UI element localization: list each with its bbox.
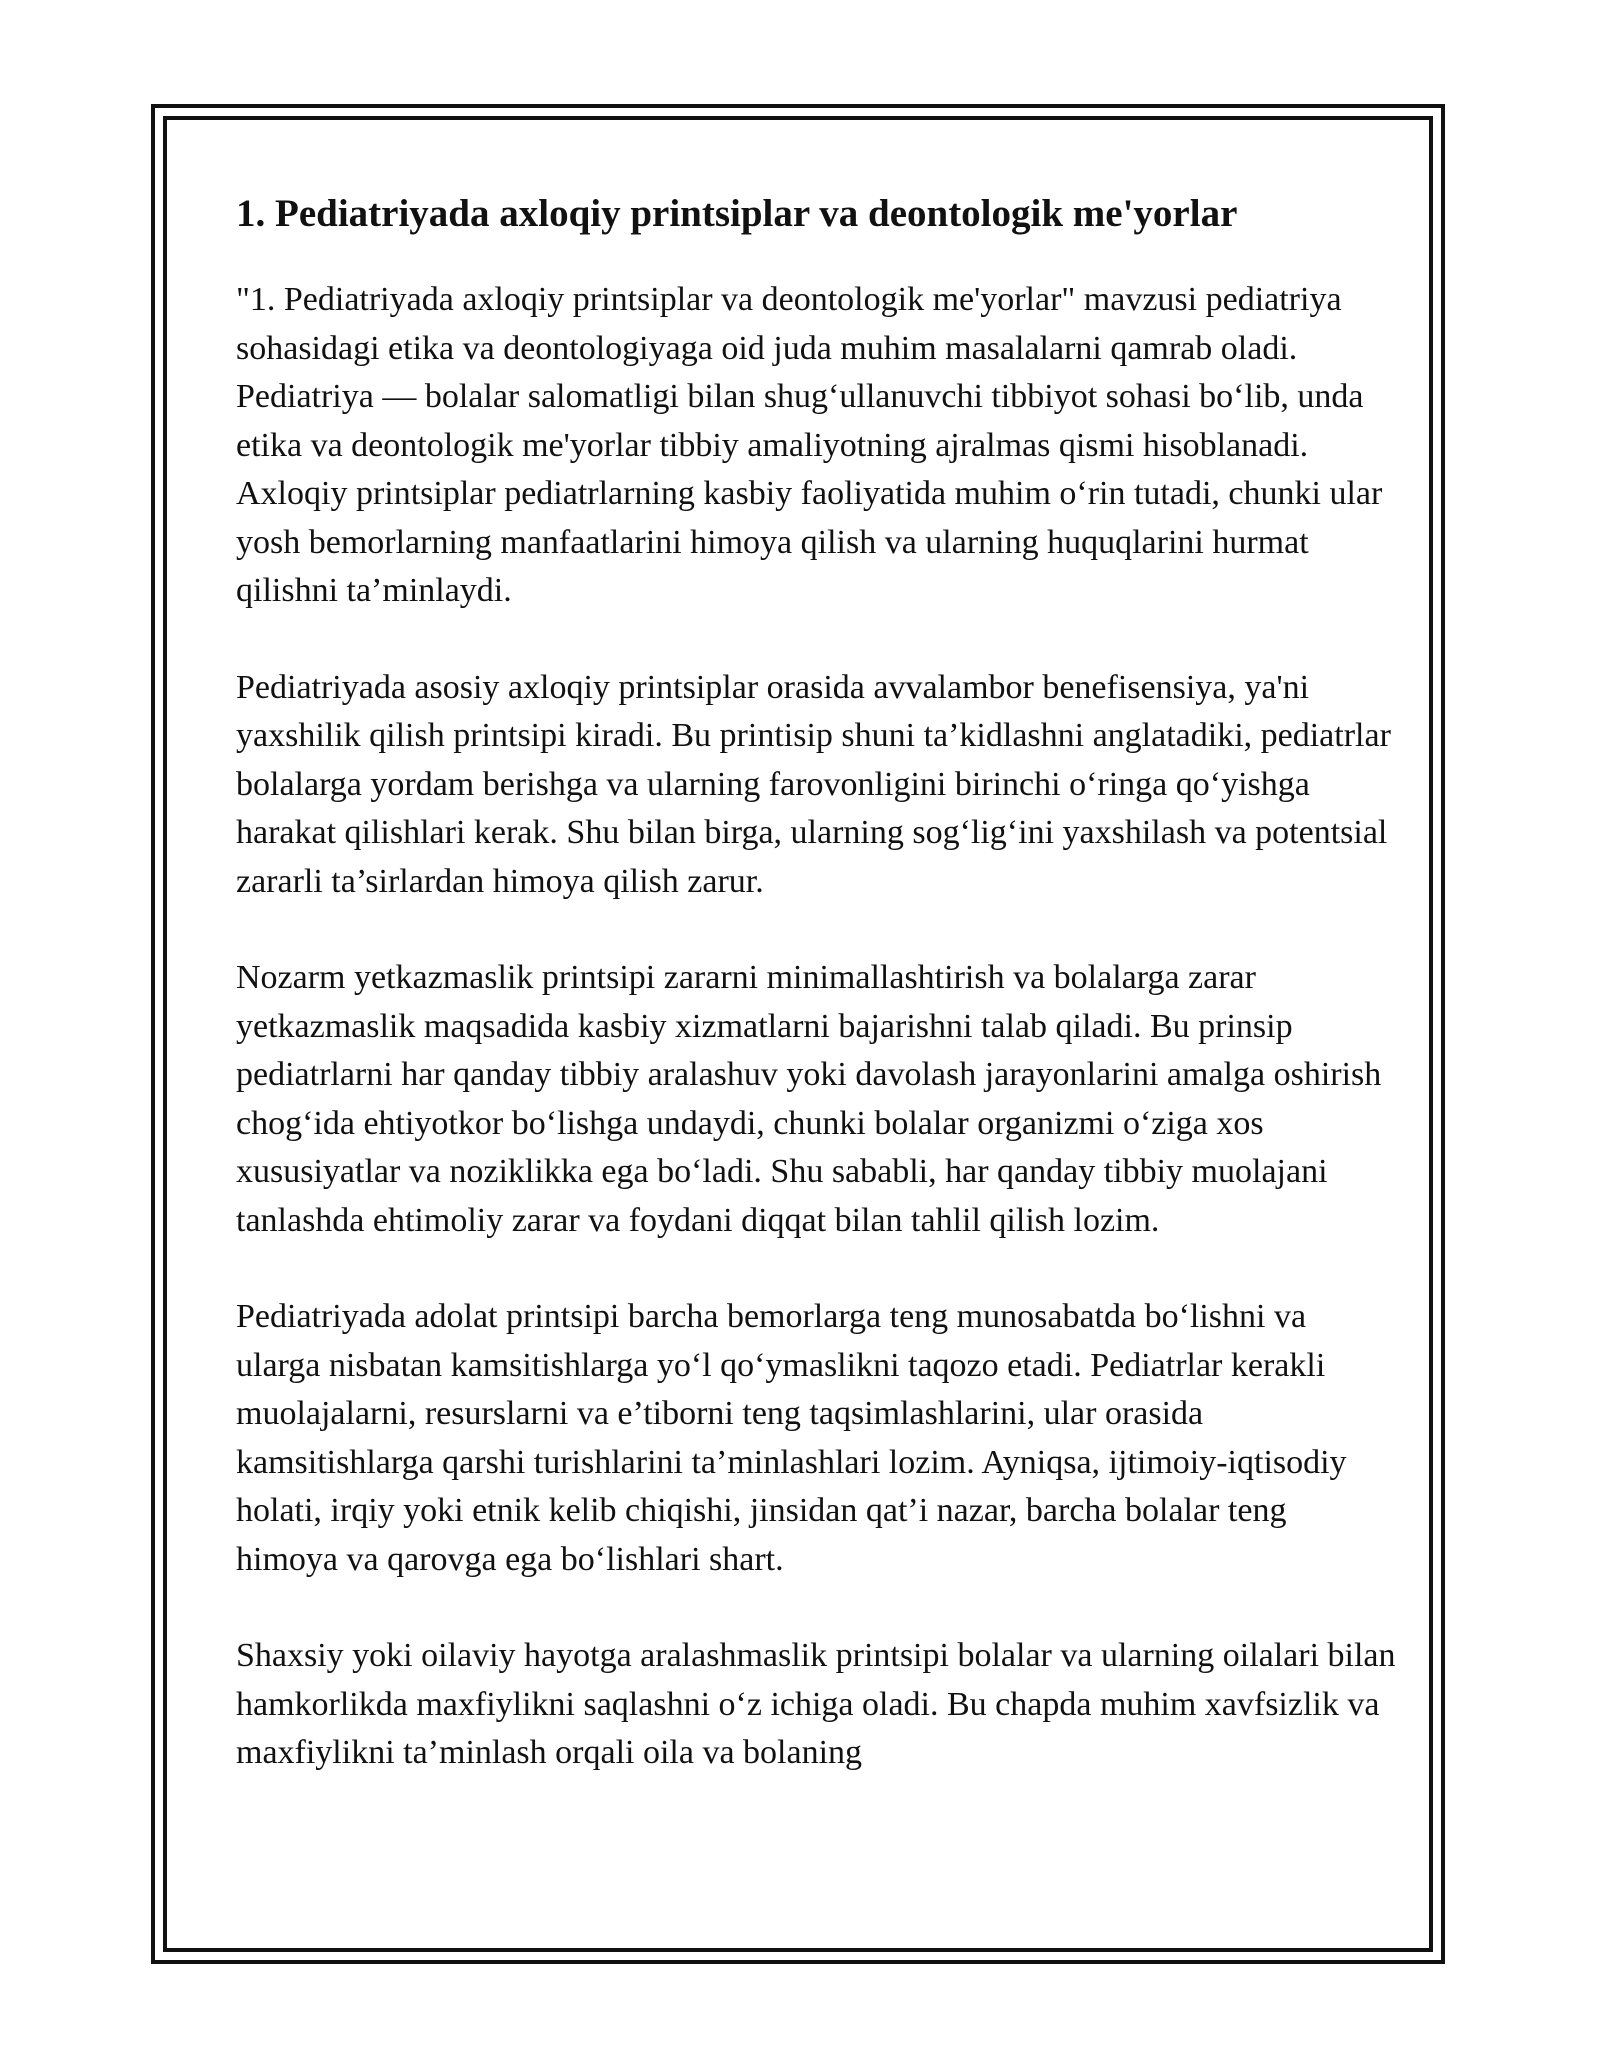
document-body bbox=[236, 186, 1396, 1826]
paragraph-beneficence: Pediatriyada asosiy axloqiy printsiplar orasida avvalambor benefisensiya, ya'ni yaxshilik qilish printsipi kiradi. Bu printisip shuni ta’kidlashni anglatadiki, pediatrlar bolalarga yordam berishga va ularning farovonligini birinchi o‘ringa qo‘yishga harakat qilishlari kerak. Shu bilan birga, ularning sog‘lig‘ini yaxshilash va potentsial zararli ta’sirlardan himoya qilish zarur. bbox=[236, 668, 1391, 900]
paragraph-intro: "1. Pediatriyada axloqiy printsiplar va deontologik me'yorlar" mavzusi pediatriya sohasidagi etika va deontologiyaga oid juda muhim masalalarni qamrab oladi. Pediatriya — bolalar salomatligi bilan shug‘ullanuvchi tibbiyot sohasi bo‘lib, unda etika va deontologik me'yorlar tibbiy amaliyotning ajralmas qismi hisoblanadi. Axloqiy printsiplar pediatrlarning kasbiy faoliyatida muhim o‘rin tutadi, chunki ular yosh bemorlarning manfaatlarini himoya qilish va ularning huquqlarini hurmat qilishni ta’minlaydi. bbox=[236, 281, 1383, 609]
paragraph-justice: Pediatriyada adolat printsipi barcha bemorlarga teng munosabatda bo‘lishni va ularga nisbatan kamsitishlarga yo‘l qo‘ymaslikni taqozo etadi. Pediatrlar kerakli muolajalarni, resurslarni va e’tiborni teng taqsimlashlarini, ular orasida kamsitishlarga qarshi turishlarini ta’minlashlari lozim. Ayniqsa, ijtimoiy-iqtisodiy holati, irqiy yoki etnik kelib chiqishi, jinsidan qat’i nazar, barcha bolalar teng himoya va qarovga ega bo‘lishlari shart. bbox=[236, 1298, 1347, 1578]
paragraph-non-maleficence: Nozarm yetkazmaslik printsipi zararni minimallashtirish va bolalarga zarar yetkazmaslik maqsadida kasbiy xizmatlarni bajarishni talab qiladi. Bu prinsip pediatrlarni har qanday tibbiy aralashuv yoki davolash jarayonlarini amalga oshirish chog‘ida ehtiyotkor bo‘lishga undaydi, chunki bolalar organizmi o‘ziga xos xususiyatlar va noziklikka ega bo‘ladi. Shu sababli, har qanday tibbiy muolajani tanlashda ehtimoliy zarar va foydani diqqat bilan tahlil qilish lozim. bbox=[236, 959, 1382, 1239]
document-title: 1. Pediatriyada axloqiy printsiplar va deontologik me'yorlar bbox=[236, 192, 1238, 235]
paragraph-privacy: Shaxsiy yoki oilaviy hayotga aralashmaslik printsipi bolalar va ularning oilalari bilan hamkorlikda maxfiylikni saqlashni o‘z ichiga oladi. Bu chapda muhim xavfsizlik va maxfiylikni ta’minlash orqali oila va bolaning bbox=[236, 1637, 1396, 1771]
